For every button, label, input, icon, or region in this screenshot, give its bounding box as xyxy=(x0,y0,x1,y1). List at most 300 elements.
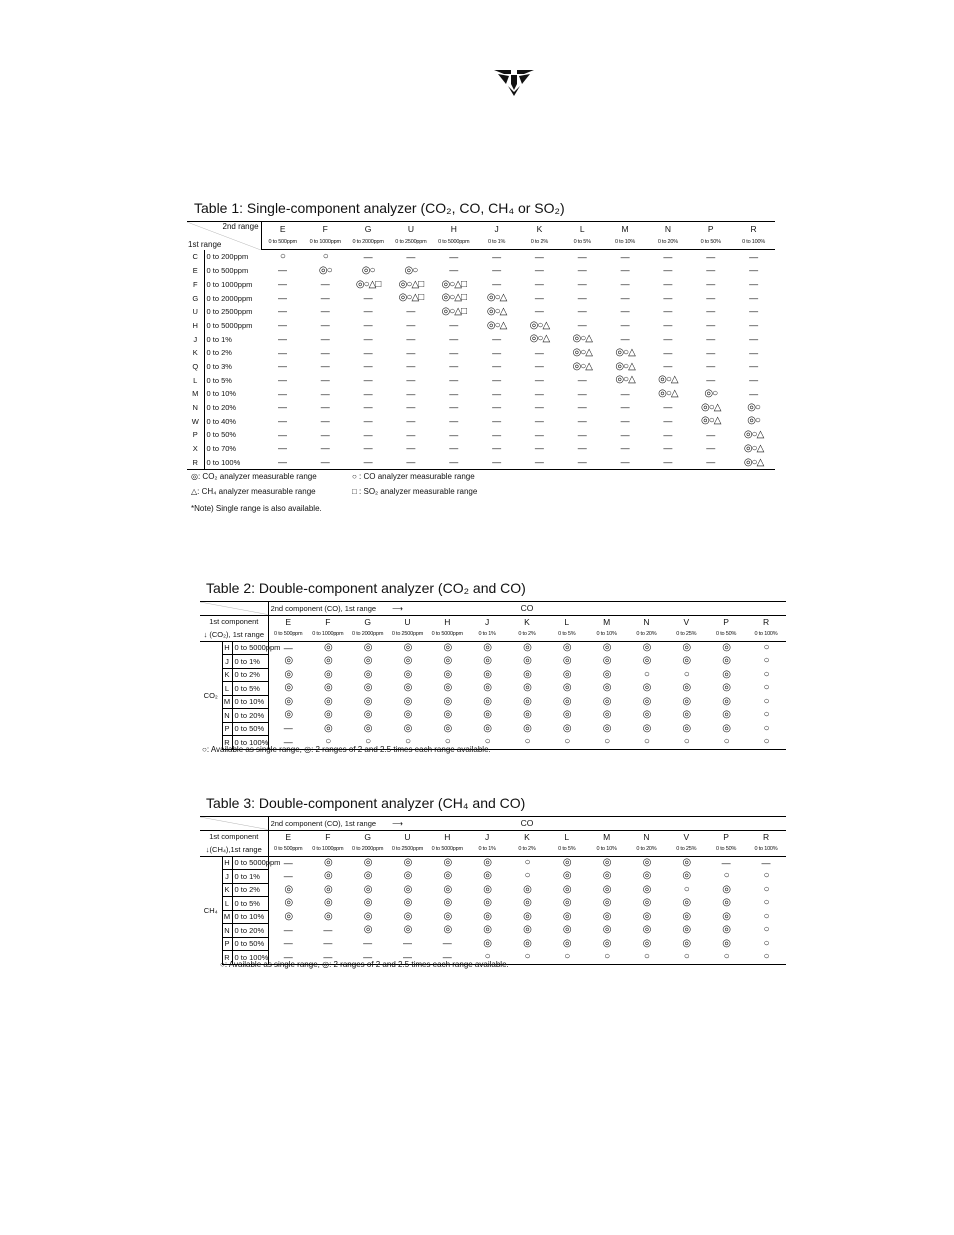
column-code: N xyxy=(627,615,667,628)
column-range: 0 to 100% xyxy=(746,628,786,641)
row-range: 0 to 50% xyxy=(232,722,268,736)
table-cell: ◎ xyxy=(323,709,332,721)
column-range: 0 to 25% xyxy=(666,628,706,641)
column-range: 0 to 5000ppm xyxy=(427,843,467,856)
table-cell: ◎ xyxy=(363,668,372,680)
table-cell: ◎ xyxy=(284,655,293,667)
table-cell: — xyxy=(406,443,416,454)
table-cell: ◎ xyxy=(722,642,730,653)
table-cell: — xyxy=(604,456,647,470)
table-cell: ◎ xyxy=(403,857,412,868)
table-cell: ◎○△ xyxy=(700,401,721,413)
table-cell: ◎ xyxy=(363,642,372,653)
table-cell: ◎ xyxy=(403,722,412,734)
table-cell: ○ xyxy=(279,251,285,263)
column-code: K xyxy=(507,830,547,843)
table-cell: — xyxy=(620,306,630,317)
table-cell: ◎ xyxy=(722,668,730,680)
column-code: V xyxy=(666,830,706,843)
table-cell: ◎ xyxy=(403,682,412,694)
table-cell: ◎ xyxy=(363,709,372,721)
table-cell: ◎ xyxy=(642,722,651,734)
table-cell: ◎ xyxy=(722,655,730,667)
table-cell: ◎ xyxy=(722,682,730,694)
table-cell: — xyxy=(320,333,330,344)
table-cell: — xyxy=(577,251,587,262)
table-cell: — xyxy=(406,306,416,317)
column-code: L xyxy=(547,615,587,628)
table-cell: — xyxy=(534,347,544,358)
row-range: 0 to 100% xyxy=(232,736,268,750)
table-cell: — xyxy=(277,361,287,372)
table-cell: ◎ xyxy=(483,883,491,895)
table-cell: ○ xyxy=(587,736,627,750)
table-cell: ○ xyxy=(547,951,587,965)
table-cell: ◎○△□ xyxy=(441,305,466,317)
second-component-label: 2nd component (CO), 1st range xyxy=(270,818,377,828)
row-code: J xyxy=(222,655,232,669)
first-component-line2: ↓ (CO₂), 1st range xyxy=(200,628,268,641)
table-cell: — xyxy=(320,429,330,440)
table-row xyxy=(187,346,775,360)
table-cell: ○ xyxy=(763,642,769,653)
row-code: K xyxy=(222,883,232,897)
table-cell: ◎ xyxy=(284,695,293,707)
table-cell: — xyxy=(706,251,716,262)
table-cell: — xyxy=(320,443,330,454)
table-cell: ◎○△ xyxy=(700,415,721,427)
table-cell: ◎ xyxy=(483,642,491,653)
table-cell: — xyxy=(406,415,416,426)
table-cell: — xyxy=(402,938,412,949)
table-cell: ○ xyxy=(388,736,428,750)
table-cell: — xyxy=(663,443,673,454)
table-cell: — xyxy=(749,320,759,331)
table-cell: — xyxy=(749,361,759,372)
table-cell: — xyxy=(432,456,475,470)
table-cell: ◎ xyxy=(284,883,293,895)
table-cell: — xyxy=(577,374,587,385)
table-cell: ○ xyxy=(763,883,769,895)
column-range: 0 to 100% xyxy=(732,236,775,250)
table-cell: ○ xyxy=(348,736,388,750)
table-cell: — xyxy=(277,429,287,440)
table-cell: — xyxy=(663,265,673,276)
table-cell: ○ xyxy=(666,951,706,965)
row-code: E xyxy=(187,264,204,278)
row-code: M xyxy=(222,910,232,924)
table-cell: ◎ xyxy=(323,910,332,922)
table-cell: — xyxy=(534,251,544,262)
table-cell: ◎ xyxy=(602,924,611,936)
row-code: R xyxy=(187,456,204,470)
table-cell: ○ xyxy=(524,870,530,882)
table-cell: ◎ xyxy=(682,642,691,653)
column-code: M xyxy=(587,615,627,628)
table-cell: ○ xyxy=(763,897,769,909)
table-cell: ○ xyxy=(763,910,769,922)
row-range: 0 to 50% xyxy=(206,430,237,440)
table-cell: ◎ xyxy=(363,695,372,707)
table1-legend-co: ○ : CO analyzer measurable range xyxy=(352,472,475,481)
table-cell: — xyxy=(449,347,459,358)
column-code: L xyxy=(547,830,587,843)
table-cell: ◎ xyxy=(403,655,412,667)
table-cell: — xyxy=(620,251,630,262)
table-cell: — xyxy=(749,347,759,358)
row-code: W xyxy=(187,415,204,429)
table-cell: ◎ xyxy=(562,655,571,667)
table-cell: ◎ xyxy=(722,897,730,909)
diagonal-divider xyxy=(200,602,268,615)
table-cell: ○ xyxy=(763,655,769,667)
table-cell: ○ xyxy=(683,668,689,680)
table-row xyxy=(200,709,786,723)
table-cell: — xyxy=(390,456,433,470)
table-cell: — xyxy=(534,388,544,399)
row-range: 0 to 1000ppm xyxy=(206,279,253,289)
first-component-line2: ↓(CH₄),1st range xyxy=(200,843,268,856)
table-cell: ◎○△ xyxy=(572,360,592,372)
table-cell: — xyxy=(706,347,716,358)
table-cell: — xyxy=(283,924,293,935)
table-cell: ◎ xyxy=(682,937,691,949)
table-cell: — xyxy=(534,265,544,276)
table-cell: — xyxy=(363,320,373,331)
table-cell: — xyxy=(283,938,293,949)
table-cell: ◎○△ xyxy=(743,429,764,441)
column-range: 0 to 2% xyxy=(507,628,547,641)
row-code: H xyxy=(222,856,232,870)
row-code: N xyxy=(222,924,232,938)
table-row xyxy=(187,305,775,319)
row-range: 0 to 2500ppm xyxy=(206,307,253,317)
table-cell: ◎ xyxy=(722,709,730,721)
table3 xyxy=(200,816,786,965)
table-cell: — xyxy=(320,320,330,331)
column-range: 0 to 2% xyxy=(507,843,547,856)
table-cell: ◎ xyxy=(642,695,651,707)
table-cell: ◎ xyxy=(562,870,571,882)
table-cell: — xyxy=(363,292,373,303)
table-row xyxy=(187,456,775,470)
diagonal-divider xyxy=(200,817,268,830)
table-cell: — xyxy=(277,265,287,276)
table-cell: ◎○△□ xyxy=(398,278,424,290)
table-cell: ○ xyxy=(427,736,467,750)
table-cell: — xyxy=(706,292,716,303)
table-cell: ○ xyxy=(723,870,729,882)
row-range: 0 to 20% xyxy=(206,403,237,413)
table-cell: ◎ xyxy=(602,883,611,895)
table-cell: ◎ xyxy=(682,897,691,909)
table-cell: ◎ xyxy=(483,910,491,922)
row-code: L xyxy=(222,682,232,696)
table-cell: ◎○△ xyxy=(572,347,592,359)
table-cell: ◎ xyxy=(642,709,651,721)
table-cell: ◎ xyxy=(722,722,730,734)
table-cell: ◎ xyxy=(523,655,531,667)
table-cell: — xyxy=(663,320,673,331)
table-cell: ◎ xyxy=(642,910,651,922)
table3-second-component-header xyxy=(268,817,467,831)
table-cell: — xyxy=(577,306,587,317)
row-code: M xyxy=(187,387,204,401)
table-cell: — xyxy=(492,429,502,440)
table-cell: ◎ xyxy=(523,709,531,721)
table-row xyxy=(200,668,786,682)
table-cell: — xyxy=(706,306,716,317)
table-cell: ◎ xyxy=(403,883,412,895)
row-range: 0 to 5% xyxy=(232,897,268,911)
table-cell: — xyxy=(492,415,502,426)
table-cell: ◎ xyxy=(403,695,412,707)
table-cell: ○ xyxy=(763,937,769,949)
table-cell: ◎○ xyxy=(747,401,760,413)
table-cell: — xyxy=(646,456,689,470)
column-code: J xyxy=(475,222,518,236)
row-code: P xyxy=(222,937,232,951)
table-cell: ○ xyxy=(547,736,587,750)
table-cell: ◎ xyxy=(722,910,730,922)
first-component-line1: 1st component xyxy=(200,830,268,843)
table-cell: ◎ xyxy=(602,642,611,653)
table-cell: ◎ xyxy=(483,857,491,868)
row-code: H xyxy=(187,319,204,333)
table-cell: ◎ xyxy=(523,910,531,922)
table-cell: ◎ xyxy=(642,682,651,694)
table-cell: ◎ xyxy=(483,722,491,734)
table-cell: ◎ xyxy=(443,910,452,922)
table-row xyxy=(200,937,786,951)
row-range: 0 to 10% xyxy=(232,910,268,924)
table-cell: ◎ xyxy=(523,937,531,949)
table-cell: ◎ xyxy=(602,655,611,667)
table-cell: — xyxy=(363,402,373,413)
column-range: 0 to 2000ppm xyxy=(348,628,388,641)
row-code: G xyxy=(187,291,204,305)
table-cell: ◎ xyxy=(602,897,611,909)
table-cell: ◎ xyxy=(602,668,611,680)
table-cell: ◎ xyxy=(602,857,611,868)
table-cell: — xyxy=(320,347,330,358)
table-cell: ◎ xyxy=(443,682,452,694)
table-cell: — xyxy=(577,443,587,454)
table-cell: ◎ xyxy=(562,857,571,868)
table-cell: — xyxy=(577,292,587,303)
column-code: M xyxy=(587,830,627,843)
table-cell: ◎ xyxy=(483,682,491,694)
column-range: 0 to 5% xyxy=(561,236,604,250)
table-cell: ◎ xyxy=(483,709,491,721)
table-row xyxy=(187,415,775,429)
row-code: N xyxy=(187,401,204,415)
table-cell: — xyxy=(449,374,459,385)
column-code: F xyxy=(304,222,347,236)
column-range: 0 to 1% xyxy=(475,236,518,250)
table-cell: ○ xyxy=(746,736,786,750)
table-cell: ◎ xyxy=(642,857,651,868)
table-cell: ◎ xyxy=(443,924,452,936)
table-cell: ◎○ xyxy=(361,264,375,276)
table-cell: ◎ xyxy=(523,642,531,653)
table-cell: ◎ xyxy=(403,897,412,909)
table-cell: ◎ xyxy=(682,857,691,868)
table2-legend: ○: Available as single range, ◎: 2 ranges of 2 and 2.5 times each range available. xyxy=(202,745,491,754)
first-component-line1: 1st component xyxy=(200,615,268,628)
table-cell: — xyxy=(577,265,587,276)
table1-legend-ch4: △: CH₄ analyzer measurable range xyxy=(191,487,316,496)
table-cell: ◎ xyxy=(284,910,293,922)
table-cell: ◎○△ xyxy=(486,305,507,317)
table-cell: ◎ xyxy=(602,870,611,882)
table-cell: — xyxy=(620,415,630,426)
table-cell: ◎ xyxy=(562,910,571,922)
table-cell: ◎ xyxy=(722,695,730,707)
teledyne-logo-icon xyxy=(494,70,534,96)
table-cell: — xyxy=(492,347,502,358)
column-range: 0 to 1% xyxy=(467,843,507,856)
column-range: 0 to 5000ppm xyxy=(432,236,475,250)
table-cell: — xyxy=(283,642,293,653)
row-code: N xyxy=(222,709,232,723)
row-code: F xyxy=(187,278,204,292)
column-code: P xyxy=(706,615,746,628)
table-cell: — xyxy=(577,388,587,399)
table-cell: — xyxy=(277,279,287,290)
table-cell: — xyxy=(388,951,428,965)
table-cell: ◎○ xyxy=(747,415,760,427)
column-range: 0 to 100% xyxy=(746,843,786,856)
table-cell: ◎ xyxy=(443,883,452,895)
table-row xyxy=(187,333,775,347)
table-cell: ○ xyxy=(763,682,769,694)
row-code: H xyxy=(222,641,232,655)
table-cell: — xyxy=(577,415,587,426)
table2-corner xyxy=(200,602,268,616)
table-cell: ○ xyxy=(763,924,769,936)
table-cell: — xyxy=(323,924,333,935)
table-cell: ◎ xyxy=(602,910,611,922)
column-range: 0 to 1% xyxy=(467,628,507,641)
table-cell: — xyxy=(268,736,308,750)
table-row xyxy=(187,278,775,292)
table2-second-component-header xyxy=(268,602,467,616)
table-row xyxy=(187,387,775,401)
column-range: 0 to 2000ppm xyxy=(347,236,390,250)
table-cell: ○ xyxy=(683,883,689,895)
table-row xyxy=(187,360,775,374)
table-cell: ◎ xyxy=(284,709,293,721)
table-cell: ◎ xyxy=(523,883,531,895)
table-cell: — xyxy=(534,292,544,303)
row-range: 0 to 2000ppm xyxy=(206,293,253,303)
row-range: 0 to 1% xyxy=(232,655,268,669)
table-cell: ○ xyxy=(763,668,769,680)
table-cell: — xyxy=(449,388,459,399)
table-cell: ◎ xyxy=(363,897,372,909)
table-cell: ◎○ xyxy=(704,388,718,400)
table-cell: — xyxy=(749,292,759,303)
table-cell: ◎ xyxy=(602,937,611,949)
corner-bottom-label: 1st range xyxy=(188,239,222,249)
row-code: R xyxy=(222,736,232,750)
arrow-right-icon: ⟶ xyxy=(392,603,403,613)
column-range: 0 to 2000ppm xyxy=(348,843,388,856)
table1-legend-co2: ◎: CO₂ analyzer measurable range xyxy=(191,472,317,481)
column-code: U xyxy=(390,222,433,236)
table-cell: — xyxy=(449,429,459,440)
table-cell: — xyxy=(492,251,502,262)
table-cell: — xyxy=(749,333,759,344)
column-range: 0 to 50% xyxy=(706,843,746,856)
table-cell: ◎ xyxy=(483,937,491,949)
row-range: 0 to 100% xyxy=(232,951,268,965)
table-cell: ○ xyxy=(467,736,507,750)
table-cell: — xyxy=(363,361,373,372)
row-code: J xyxy=(187,333,204,347)
table-cell: — xyxy=(363,938,373,949)
table-row xyxy=(187,401,775,415)
table-cell: — xyxy=(449,443,459,454)
table-cell: ◎ xyxy=(642,870,651,882)
table-cell: — xyxy=(749,374,759,385)
table-cell: — xyxy=(406,374,416,385)
table-cell: — xyxy=(761,857,771,868)
table-cell: ◎ xyxy=(602,722,611,734)
table-cell: ◎ xyxy=(363,682,372,694)
table-cell: — xyxy=(492,402,502,413)
table-cell: — xyxy=(620,320,630,331)
row-code: J xyxy=(222,870,232,884)
table-cell: ◎ xyxy=(323,722,332,734)
table-cell: ◎ xyxy=(523,695,531,707)
table-cell: ◎ xyxy=(443,870,452,882)
table-cell: ○ xyxy=(524,857,530,868)
table-cell: — xyxy=(689,456,732,470)
table-cell: ◎ xyxy=(523,722,531,734)
table-cell: — xyxy=(406,320,416,331)
table-cell: ◎ xyxy=(682,924,691,936)
table1 xyxy=(187,221,775,470)
table-cell: — xyxy=(620,388,630,399)
table-cell: — xyxy=(363,251,373,262)
table-cell: — xyxy=(706,320,716,331)
table-cell: ◎ xyxy=(642,897,651,909)
table-cell: — xyxy=(363,347,373,358)
column-code: H xyxy=(432,222,475,236)
table-row xyxy=(187,319,775,333)
table-row xyxy=(200,910,786,924)
row-range: 0 to 2% xyxy=(232,883,268,897)
table-cell: ◎○ xyxy=(318,264,332,276)
column-code: K xyxy=(518,222,561,236)
table-cell: — xyxy=(663,402,673,413)
table-cell: — xyxy=(283,870,293,881)
table-cell: — xyxy=(577,320,587,331)
table-cell: — xyxy=(620,279,630,290)
table-row xyxy=(187,374,775,388)
column-code: R xyxy=(746,830,786,843)
table-cell: ◎○△ xyxy=(486,319,507,331)
table-cell: — xyxy=(449,320,459,331)
column-code: L xyxy=(561,222,604,236)
table-cell: — xyxy=(749,265,759,276)
table-cell: — xyxy=(561,456,604,470)
table-cell: ◎ xyxy=(363,857,372,868)
table-cell: — xyxy=(283,857,293,868)
table-cell: — xyxy=(277,292,287,303)
